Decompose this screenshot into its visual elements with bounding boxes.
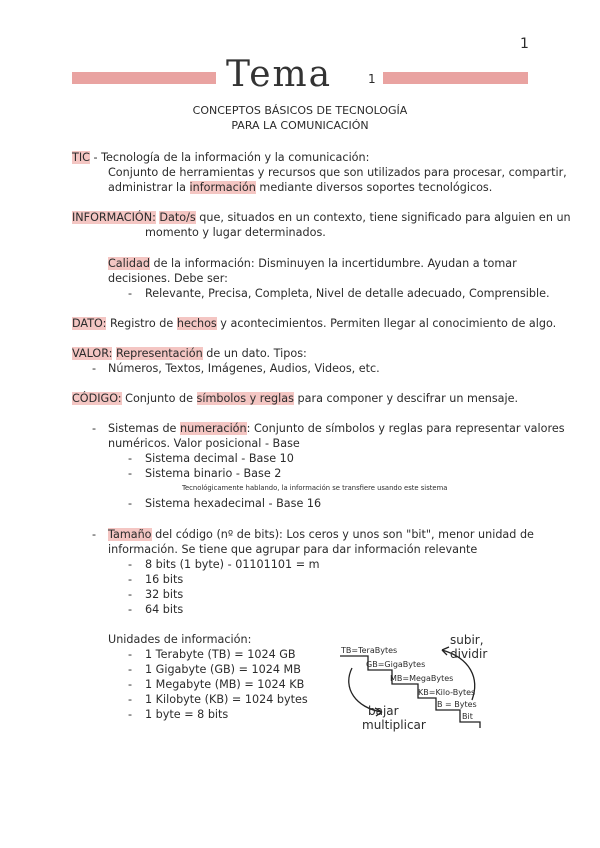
bajar-label: bajar <box>368 704 399 718</box>
codigo-pre: Conjunto de <box>121 392 197 405</box>
binary-note: Tecnológicamente hablando, la información se transfiere usando este sistema <box>182 484 448 492</box>
informacion-line-1 <box>72 210 571 225</box>
informacion-line-2: momento y lugar determinados. <box>145 226 326 239</box>
bits-item: 32 bits <box>145 588 184 601</box>
calidad-dash: - <box>128 287 133 300</box>
codigo-highlight: símbolos y reglas <box>196 392 294 405</box>
tamano-dash: - <box>92 528 97 541</box>
system-dash-2: - <box>128 467 133 480</box>
calidad-text: de la información: Disminuyen la incertidumbre. Ayudan a tomar <box>149 257 517 270</box>
unidad-dash: - <box>128 663 133 676</box>
valor-line <box>72 346 307 361</box>
step-b: B = Bytes <box>437 700 477 709</box>
dividir-label: dividir <box>450 647 488 661</box>
informacion-term: INFORMACIÓN: <box>72 211 156 224</box>
unidad-item: 1 Megabyte (MB) = 1024 KB <box>145 678 305 691</box>
unidad-item: 1 Gigabyte (GB) = 1024 MB <box>145 663 301 676</box>
tamano-text: del código (nº de bits): Los ceros y unos son "bit", menor unidad de <box>151 528 534 541</box>
subtitle-line-1: CONCEPTOS BÁSICOS DE TECNOLOGÍA <box>192 104 408 117</box>
numeracion-line-1 <box>108 421 565 436</box>
codigo-post: para componer y descifrar un mensaje. <box>293 392 519 405</box>
bits-item: 8 bits (1 byte) - 01101101 = m <box>145 558 320 571</box>
unidad-dash: - <box>128 708 133 721</box>
dato-post: y acontecimientos. Permiten llegar al conocimiento de algo. <box>216 317 557 330</box>
valor-item: Números, Textos, Imágenes, Audios, Videos, etc. <box>108 362 380 375</box>
dato-highlight: hechos <box>176 317 217 330</box>
tic-desc-line-2 <box>108 180 492 195</box>
valor-dash: - <box>92 362 97 375</box>
bits-dash-4: - <box>128 603 133 616</box>
tamano-highlight: Tamaño <box>108 528 152 541</box>
bits-dash-2: - <box>128 573 133 586</box>
tic-desc-pre: administrar la <box>108 181 190 194</box>
tic-term: TIC <box>72 151 90 164</box>
header-bar-right <box>383 72 528 84</box>
dato-line <box>72 316 556 331</box>
valor-term: VALOR: <box>72 347 113 360</box>
system-decimal: Sistema decimal - Base 10 <box>145 452 294 465</box>
codigo-term: CÓDIGO: <box>72 392 122 405</box>
tic-heading <box>72 150 369 165</box>
calidad-term: Calidad <box>108 257 150 270</box>
unidad-dash: - <box>128 678 133 691</box>
subtitle-line-2: PARA LA COMUNICACIÓN <box>231 119 369 132</box>
page-title: Tema <box>226 54 333 95</box>
bits-dash-3: - <box>128 588 133 601</box>
system-dash-1: - <box>128 452 133 465</box>
unidad-dash: - <box>128 648 133 661</box>
dato-term: DATO: <box>72 317 107 330</box>
step-kb: KB=Kilo-Bytes <box>418 688 476 697</box>
numeracion-line-2: numéricos. Valor posicional - Base <box>108 437 300 450</box>
dato-pre: Registro de <box>106 317 177 330</box>
step-gb: GB=GigaBytes <box>366 660 426 669</box>
tamano-line-2: información. Se tiene que agrupar para dar información relevante <box>108 543 478 556</box>
bits-item: 16 bits <box>145 573 184 586</box>
tamano-line-1 <box>108 527 534 542</box>
unidad-dash: - <box>128 693 133 706</box>
unidad-item: 1 Kilobyte (KB) = 1024 bytes <box>145 693 308 706</box>
tic-desc-line-1: Conjunto de herramientas y recursos que son utilizados para procesar, compartir, <box>108 166 567 179</box>
unidad-item: 1 Terabyte (TB) = 1024 GB <box>145 648 296 661</box>
calidad-line-1 <box>108 256 517 271</box>
bits-item: 64 bits <box>145 603 184 616</box>
unidad-item: 1 byte = 8 bits <box>145 708 229 721</box>
calidad-item: Relevante, Precisa, Completa, Nivel de detalle adecuado, Comprensible. <box>145 287 550 300</box>
informacion-highlight: Dato/s <box>159 211 196 224</box>
title-number: 1 <box>368 72 376 86</box>
system-dash-3: - <box>128 497 133 510</box>
codigo-line <box>72 391 518 406</box>
calidad-line-2: decisiones. Debe ser: <box>108 272 228 285</box>
unidades-title: Unidades de información: <box>108 633 252 646</box>
system-hex: Sistema hexadecimal - Base 16 <box>145 497 322 510</box>
numeracion-post: : Conjunto de símbolos y reglas para representar valores <box>246 422 565 435</box>
valor-highlight: Representación <box>116 347 203 360</box>
header-bar-left <box>72 72 216 84</box>
numeracion-highlight: numeración <box>180 422 247 435</box>
subir-label: subir, <box>450 633 484 647</box>
page-number: 1 <box>520 36 529 52</box>
system-binary: Sistema binario - Base 2 <box>145 467 282 480</box>
informacion-text: que, situados en un contexto, tiene significado para alguien en un <box>195 211 571 224</box>
numeracion-pre: Sistemas de <box>108 422 180 435</box>
numeracion-dash: - <box>92 422 97 435</box>
valor-post: de un dato. Tipos: <box>202 347 307 360</box>
multiplicar-label: multiplicar <box>362 718 426 732</box>
step-bit: Bit <box>462 712 473 721</box>
step-mb: MB=MegaBytes <box>390 674 454 683</box>
tic-definition: - Tecnología de la información y la comunicación: <box>89 151 370 164</box>
tic-desc-post: mediante diversos soportes tecnológicos. <box>255 181 493 194</box>
step-tb: TB=TeraBytes <box>341 646 398 655</box>
tic-desc-highlight: información <box>189 181 256 194</box>
bits-dash-1: - <box>128 558 133 571</box>
